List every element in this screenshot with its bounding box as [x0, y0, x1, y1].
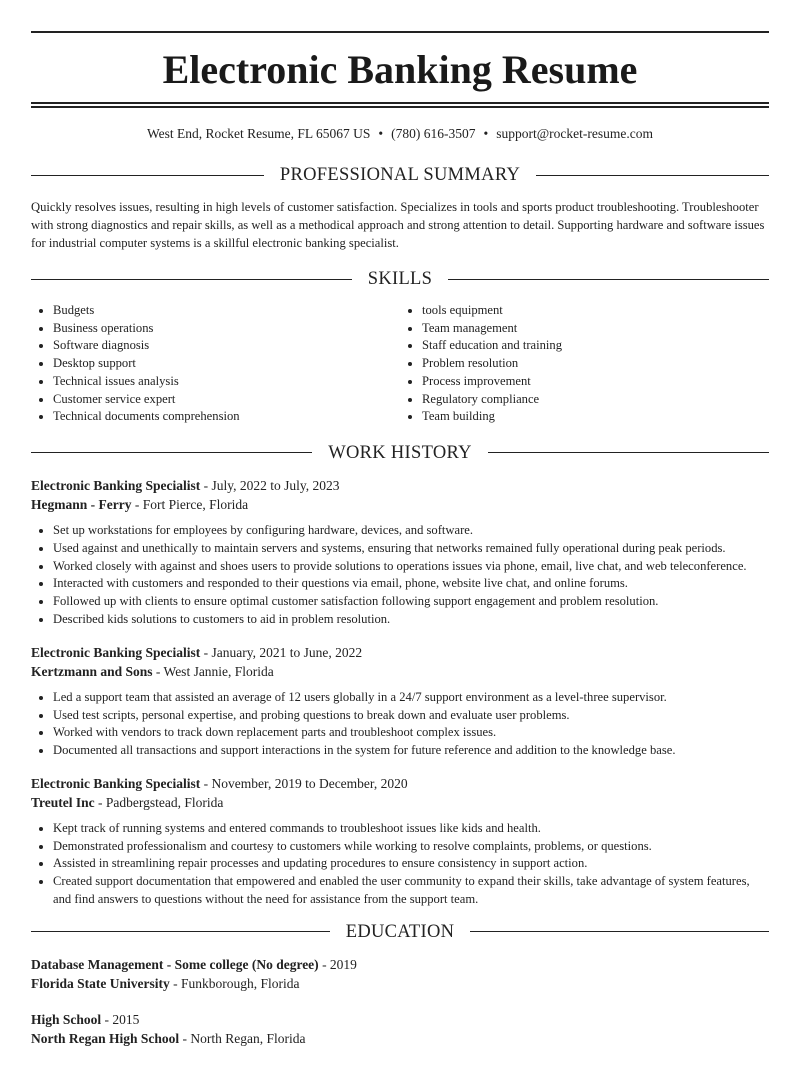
- job-company: Treutel Inc: [31, 795, 95, 811]
- job-bullet: • Worked with vendors to track down replacement parts and troubleshoot complex issues.: [53, 724, 769, 742]
- education-degree-line: [31, 1010, 769, 1030]
- education-year: - 2019: [318, 956, 357, 972]
- job-bullet: • Demonstrated professionalism and courtesy to customers while working to resolve complaints, problems, or questions.: [53, 838, 769, 856]
- job-bullets: [31, 689, 769, 760]
- job-title-line: [31, 643, 769, 663]
- skill-item: • Technical documents comprehension: [53, 408, 400, 426]
- top-rule: [31, 31, 769, 33]
- heading-rule-right: [488, 452, 769, 453]
- skill-item: • Business operations: [53, 320, 400, 338]
- education-school-line: [31, 1029, 769, 1049]
- contact-line: [31, 124, 769, 144]
- job-entry: [31, 774, 769, 909]
- job-bullets: [31, 820, 769, 909]
- heading-rule-right: [536, 175, 769, 176]
- job-bullet: • Set up workstations for employees by configuring hardware, devices, and software.: [53, 522, 769, 540]
- skill-item: • Regulatory compliance: [422, 391, 769, 409]
- skill-item: • Desktop support: [53, 355, 400, 373]
- skill-item: • Team management: [422, 320, 769, 338]
- job-title: Electronic Banking Specialist: [31, 644, 201, 660]
- job-bullet: • Assisted in streamlining repair processes and updating procedures to ensure consistency in support action.: [53, 855, 769, 873]
- contact-separator: •: [378, 126, 384, 141]
- education-heading-label: EDUCATION: [345, 921, 455, 942]
- job-bullet: • Used test scripts, personal expertise, and probing questions to break down and evaluate user problems.: [53, 707, 769, 725]
- heading-rule-left: [31, 279, 352, 280]
- job-company: Hegmann - Ferry: [31, 497, 132, 513]
- skills-grid: [31, 302, 769, 426]
- education-section-heading: [31, 919, 769, 945]
- job-bullet: • Worked closely with against and shoes users to provide solutions to operations issues via phone, email, live chat, and web teleconference.: [53, 558, 769, 576]
- work-section-heading: [31, 440, 769, 466]
- skill-item: • tools equipment: [422, 302, 769, 320]
- job-company-line: [31, 495, 769, 515]
- summary-heading-label: PROFESSIONAL SUMMARY: [279, 165, 521, 185]
- skill-item: • Technical issues analysis: [53, 373, 400, 391]
- resume-title: Electronic Banking Resume: [162, 47, 638, 92]
- skill-item: • Problem resolution: [422, 355, 769, 373]
- resume-page: [31, 31, 769, 1049]
- job-title: Electronic Banking Specialist: [31, 775, 201, 791]
- job-dates: - January, 2021 to June, 2022: [200, 644, 363, 660]
- job-bullets: [31, 522, 769, 629]
- job-company: Kertzmann and Sons: [31, 664, 153, 680]
- job-bullet: • Followed up with clients to ensure optimal customer satisfaction following support engagement and problem resolution.: [53, 593, 769, 611]
- job-title-line: [31, 774, 769, 794]
- skill-item: • Staff education and training: [422, 337, 769, 355]
- skill-item: • Software diagnosis: [53, 337, 400, 355]
- job-dates: - July, 2022 to July, 2023: [200, 477, 340, 493]
- education-school: North Regan High School: [31, 1031, 180, 1047]
- heading-rule-right: [448, 279, 769, 280]
- summary-section-heading: [31, 162, 769, 188]
- job-bullet: • Interacted with customers and responded to their questions via email, phone, website live chat, and online forums.: [53, 575, 769, 593]
- education-year: - 2015: [101, 1011, 140, 1027]
- job-bullet: • Kept track of running systems and entered commands to troubleshoot issues like kids and health.: [53, 820, 769, 838]
- skills-list-left: [31, 302, 400, 426]
- job-entry: [31, 643, 769, 760]
- heading-rule-right: [470, 931, 769, 932]
- skills-section-heading: [31, 266, 769, 292]
- job-bullet: • Described kids solutions to customers to aid in problem resolution.: [53, 611, 769, 629]
- education-entry: [31, 1010, 769, 1049]
- job-bullet: • Led a support team that assisted an average of 12 users globally in a 24/7 support environment as a level-three supervisor.: [53, 689, 769, 707]
- job-bullet: • Used against and unethically to maintain servers and systems, ensuring that networks remained fully operational during peak periods.: [53, 540, 769, 558]
- job-location: - Fort Pierce, Florida: [131, 497, 249, 513]
- skill-item: • Process improvement: [422, 373, 769, 391]
- education-entry: [31, 955, 769, 994]
- job-entry: [31, 476, 769, 629]
- skills-list-right: [400, 302, 769, 426]
- contact-phone: (780) 616-3507: [391, 126, 476, 141]
- job-location: - West Jannie, Florida: [152, 664, 274, 680]
- education-degree: High School: [31, 1011, 102, 1027]
- skills-heading-label: SKILLS: [367, 269, 433, 289]
- education-degree-line: [31, 955, 769, 975]
- title-double-rule: [31, 102, 769, 108]
- education-school-line: [31, 974, 769, 994]
- job-title: Electronic Banking Specialist: [31, 477, 201, 493]
- job-bullet: • Created support documentation that empowered and enabled the user community to expand their skills, take advantage of system features, and find answers to questions without the need for assistance from the support team.: [53, 873, 769, 909]
- contact-address: West End, Rocket Resume, FL 65067 US: [146, 126, 371, 141]
- heading-rule-left: [31, 931, 330, 932]
- education-location: - Funkborough, Florida: [169, 976, 300, 992]
- heading-rule-left: [31, 175, 264, 176]
- education-school: Florida State University: [31, 976, 170, 992]
- skill-item: • Team building: [422, 408, 769, 426]
- contact-email: support@rocket-resume.com: [496, 126, 653, 141]
- education-location: - North Regan, Florida: [179, 1031, 306, 1047]
- work-heading-label: WORK HISTORY: [328, 442, 472, 463]
- heading-rule-left: [31, 452, 312, 453]
- job-dates: - November, 2019 to December, 2020: [200, 775, 408, 791]
- education-degree: Database Management - Some college (No degree): [31, 956, 319, 972]
- job-title-line: [31, 476, 769, 496]
- job-location: - Padbergstead, Florida: [94, 795, 224, 811]
- job-company-line: [31, 793, 769, 813]
- job-company-line: [31, 662, 769, 682]
- job-bullet: • Documented all transactions and support interactions in the system for future reference and addition to the knowledge base.: [53, 742, 769, 760]
- skill-item: • Budgets: [53, 302, 400, 320]
- skill-item: • Customer service expert: [53, 391, 400, 409]
- summary-text: Quickly resolves issues, resulting in high levels of customer satisfaction. Specializes in tools and sports product troubleshooting. Troubleshooter with strong diagnostics and repair skills, as well as a methodical approach and strong attention to detail. Supporting hardware and software issues for industrial computer systems is a skillful electronic banking specialist.: [31, 200, 765, 250]
- contact-separator: •: [483, 126, 489, 141]
